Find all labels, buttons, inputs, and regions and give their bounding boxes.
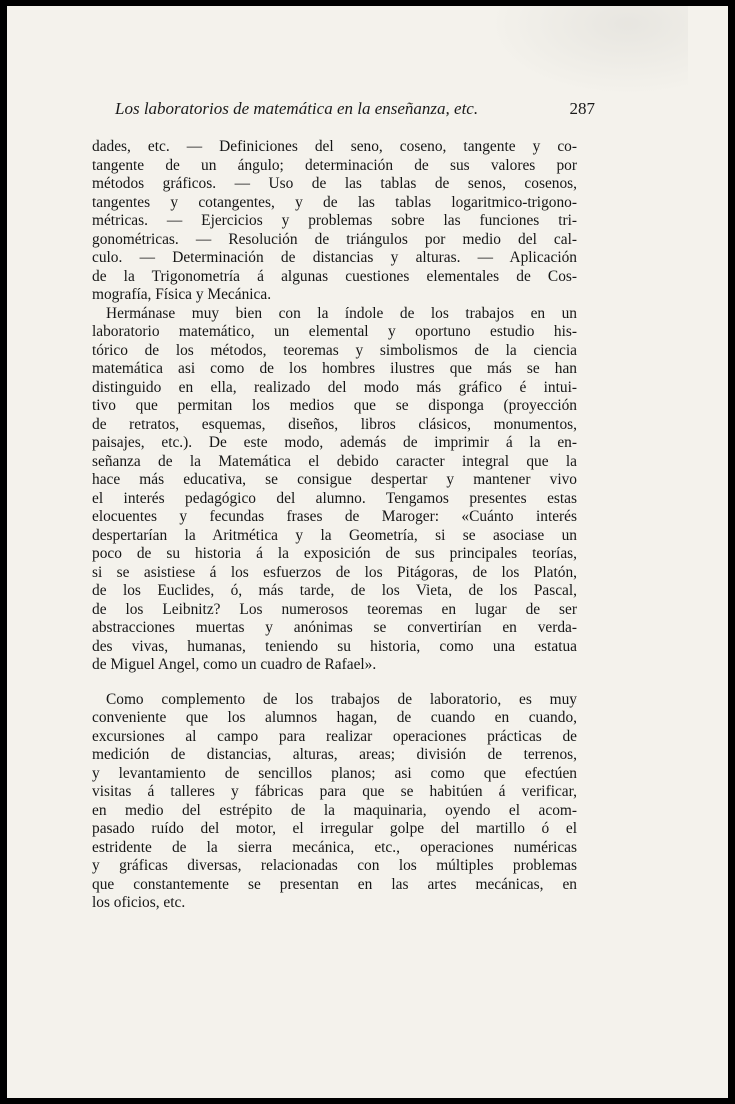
text-line: despertarían la Aritmética y la Geometría, si se asociase un — [92, 526, 577, 544]
text-line: tivo que permitan los medios que se disponga (proyección — [92, 397, 577, 414]
text-line: tangente de un ángulo; determinación de sus valores por — [92, 156, 577, 174]
text-line: si se asistiese á los esfuerzos de los Pitágoras, de los Platón, — [92, 563, 577, 581]
text-line: de la Trigonometría á algunas cuestiones elementales de Cos- — [92, 267, 577, 285]
text-line: y gráficas diversas, relacionadas con los múltiples problemas — [92, 857, 577, 874]
text-line: laboratorio matemático, un elemental y oportuno estudio his- — [92, 323, 577, 340]
text-line: el interés pedagógico del alumno. Tengamos presentes estas — [92, 489, 577, 507]
paragraph-3 — [92, 691, 577, 913]
text-line: de Miguel Angel, como un cuadro de Rafael». — [92, 656, 377, 673]
text-line: hace más educativa, se consigue despertar y mantener vivo — [92, 471, 577, 488]
text-line: culo. — Determinación de distancias y alturas. — Aplicación — [92, 249, 577, 266]
text-line: de los Euclides, ó, más tarde, de los Vieta, de los Pascal, — [92, 582, 577, 599]
text-line: métricas. — Ejercicios y problemas sobre las funciones tri- — [92, 212, 577, 229]
text-line: tangentes y cotangentes, y de las tablas logaritmico-trigono- — [92, 193, 577, 211]
text-line: señanza de la Matemática el debido caracter integral que la — [92, 452, 577, 470]
text-line: tórico de los métodos, teoremas y simbolismos de la ciencia — [92, 341, 577, 359]
text-line: de retratos, esquemas, diseños, libros clásicos, monumentos, — [92, 415, 577, 433]
text-line: elocuentes y fecundas frases de Maroger: «Cuánto interés — [92, 508, 577, 525]
paragraph-2 — [92, 305, 577, 675]
text-line: y levantamiento de sencillos planos; asi como que efectúen — [92, 764, 577, 782]
running-header — [115, 99, 595, 129]
text-line: pasado ruído del motor, el irregular golpe del martillo ó el — [92, 820, 577, 837]
text-line: gonométricas. — Resolución de triángulos por medio del cal- — [92, 230, 577, 248]
text-line: medición de distancias, alturas, areas; división de terrenos, — [92, 746, 577, 763]
text-line: abstracciones muertas y anónimas se convertirían en verda- — [92, 619, 577, 636]
text-line: de los Leibnitz? Los numerosos teoremas en lugar de ser — [92, 600, 577, 618]
text-line: mografía, Física y Mecánica. — [92, 286, 272, 303]
paragraph-gap — [92, 675, 577, 691]
paper-stain — [488, 6, 688, 96]
text-line: estridente de la sierra mecánica, etc., operaciones numéricas — [92, 838, 577, 856]
text-line: poco de su historia á la exposición de sus principales teorías, — [92, 545, 577, 562]
text-line: que constantemente se presentan en las artes mecánicas, en — [92, 875, 577, 893]
body-text — [92, 138, 577, 913]
text-line: conveniente que los alumnos hagan, de cuando en cuando, — [92, 709, 577, 726]
text-line: excursiones al campo para realizar operaciones prácticas de — [92, 727, 577, 745]
text-line: los oficios, etc. — [92, 894, 186, 911]
text-line: distinguido en ella, realizado del modo más gráfico é intui- — [92, 378, 577, 396]
page-number: 287 — [569, 99, 595, 118]
text-line: paisajes, etc.). De este modo, además de imprimir á la en- — [92, 434, 577, 451]
text-line: Hermánase muy bien con la índole de los trabajos en un — [106, 304, 577, 322]
text-line: métodos gráficos. — Uso de las tablas de senos, cosenos, — [92, 175, 577, 192]
text-line: des vivas, humanas, teniendo su historia, como una estatua — [92, 637, 577, 655]
text-line: Como complemento de los trabajos de laboratorio, es muy — [106, 690, 577, 708]
running-title: Los laboratorios de matemática en la enseñanza, etc. — [115, 99, 479, 118]
text-line: dades, etc. — Definiciones del seno, coseno, tangente y co- — [92, 138, 577, 155]
paragraph-1 — [92, 138, 577, 305]
text-line: en medio del estrépito de la maquinaria, oyendo el acom- — [92, 801, 577, 819]
text-line: matemática asi como de los hombres ilustres que más se han — [92, 360, 577, 377]
text-line: visitas á talleres y fábricas para que se habitúen á verificar, — [92, 783, 577, 800]
